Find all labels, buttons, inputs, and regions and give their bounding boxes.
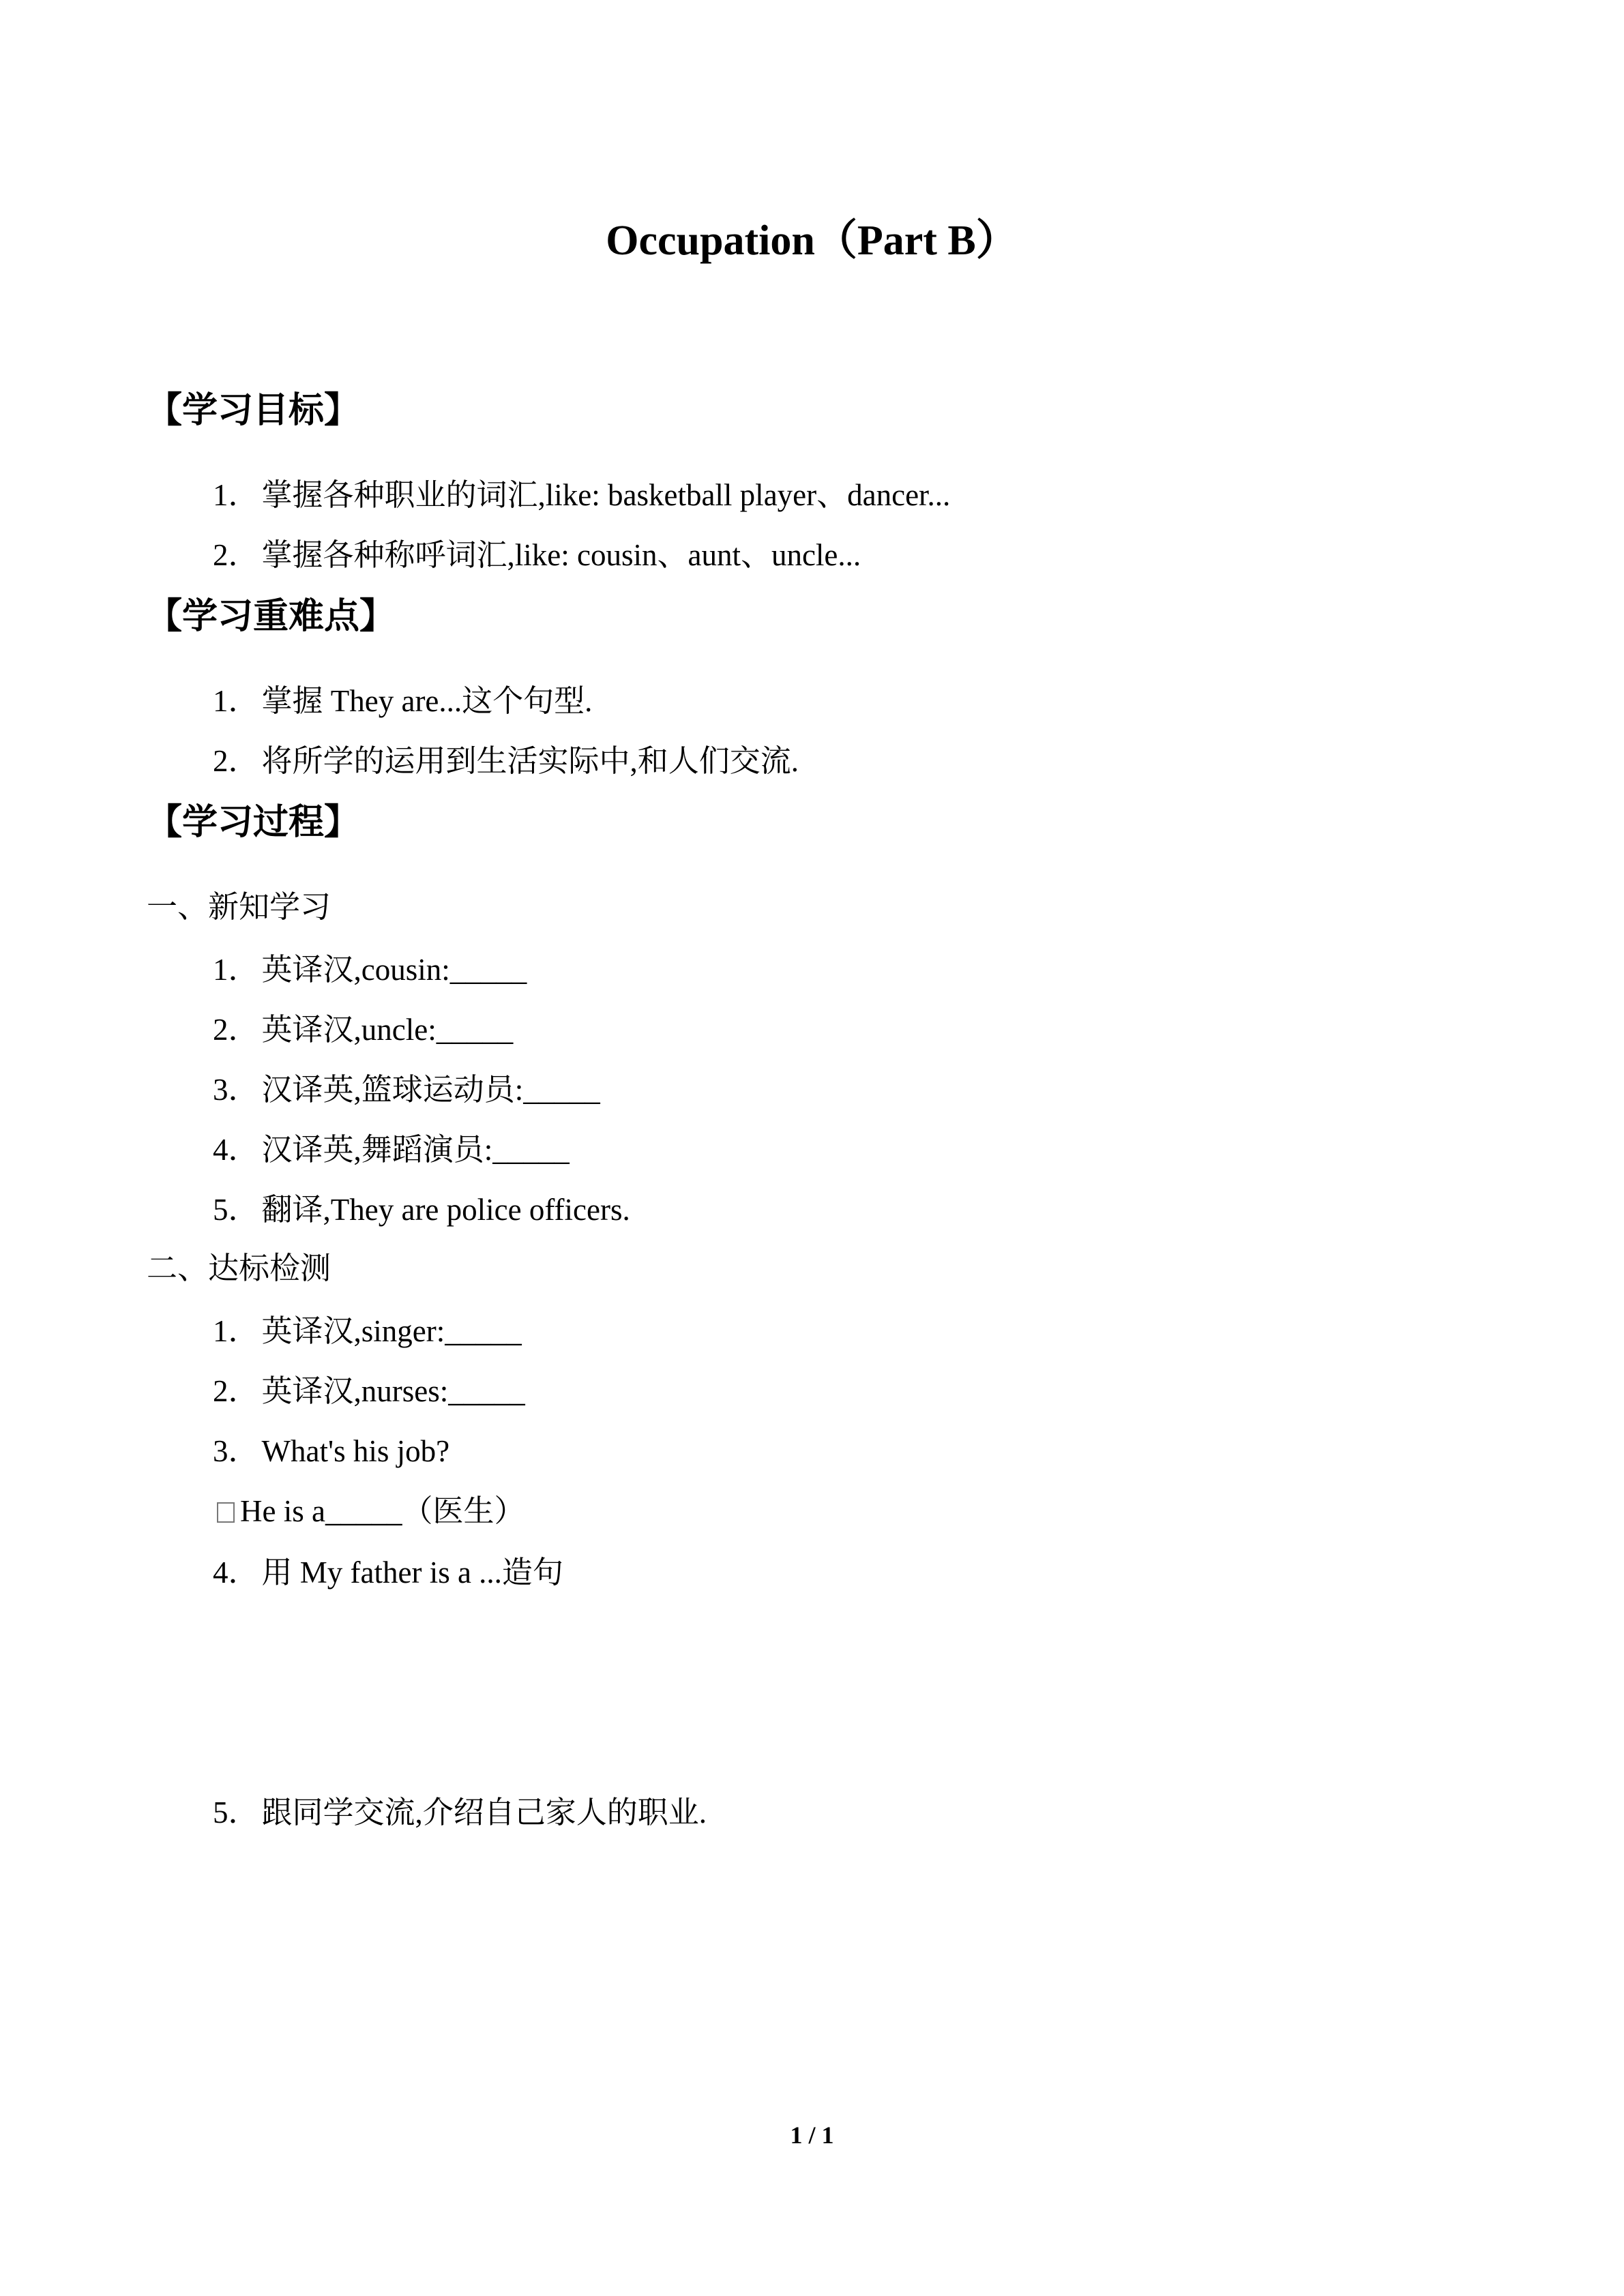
item-text: What's his job? — [261, 1434, 450, 1468]
item-text: 掌握各种称呼词汇,like: cousin、aunt、uncle... — [261, 538, 861, 572]
item-number: 1． — [213, 478, 259, 512]
item-text: 英译汉,uncle:_____ — [261, 1013, 514, 1047]
item-text: 掌握各种职业的词汇,like: basketball player、dancer... — [261, 478, 951, 512]
item-number: 3． — [213, 1434, 259, 1468]
exercise-item — [213, 1128, 570, 1172]
item-number: 4． — [213, 1555, 259, 1590]
item-number: 2． — [213, 538, 259, 572]
item-text: 汉译英,篮球运动员:_____ — [261, 1073, 600, 1107]
objective-item — [213, 473, 950, 517]
exercise-item — [213, 1188, 630, 1232]
checkbox-glyph-icon — [217, 1502, 235, 1523]
objective-item — [213, 533, 861, 577]
item-text: 跟同学交流,介绍自己家人的职业. — [261, 1795, 707, 1830]
item-number: 5． — [213, 1795, 259, 1830]
exercise-item — [213, 1309, 522, 1353]
item-number: 2． — [213, 1013, 259, 1047]
exercise-item — [213, 948, 527, 992]
document-title: Occupation（Part B） — [606, 218, 1018, 264]
exercise-subline — [217, 1489, 525, 1533]
item-text: 英译汉,cousin:_____ — [261, 953, 527, 987]
section-heading-process: 【学习过程】 — [147, 802, 360, 843]
section-heading-objectives: 【学习目标】 — [147, 390, 360, 431]
item-number: 4． — [213, 1133, 259, 1167]
item-text: 汉译英,舞蹈演员:_____ — [261, 1133, 570, 1167]
item-number: 1． — [213, 1314, 259, 1348]
part-label-assessment: 二、达标检测 — [147, 1251, 331, 1285]
item-number: 5． — [213, 1193, 259, 1227]
key-point-item — [213, 739, 799, 783]
item-number: 2． — [213, 1374, 259, 1408]
exercise-item — [213, 1551, 563, 1594]
item-text: 将所学的运用到生活实际中,和人们交流. — [261, 744, 799, 778]
exercise-item — [213, 1429, 449, 1473]
key-point-item — [213, 679, 592, 723]
item-text: 用 My father is a ...造句 — [261, 1555, 563, 1590]
item-text: 翻译,They are police officers. — [261, 1193, 630, 1227]
exercise-item — [213, 1369, 525, 1413]
exercise-item — [213, 1068, 600, 1112]
item-number: 2． — [213, 744, 259, 778]
item-number: 1． — [213, 953, 259, 987]
section-heading-key-points: 【学习重难点】 — [147, 596, 396, 637]
exercise-item — [213, 1791, 707, 1834]
item-number: 1． — [213, 684, 259, 718]
item-text: 英译汉,singer:_____ — [261, 1314, 522, 1348]
item-text: He is a_____（医生） — [240, 1494, 525, 1528]
page-number: 1 / 1 — [790, 2121, 834, 2149]
item-number: 3． — [213, 1073, 259, 1107]
exercise-item — [213, 1008, 513, 1052]
item-text: 掌握 They are...这个句型. — [261, 684, 593, 718]
part-label-new-knowledge: 一、新知学习 — [147, 890, 331, 924]
item-text: 英译汉,nurses:_____ — [261, 1374, 525, 1408]
